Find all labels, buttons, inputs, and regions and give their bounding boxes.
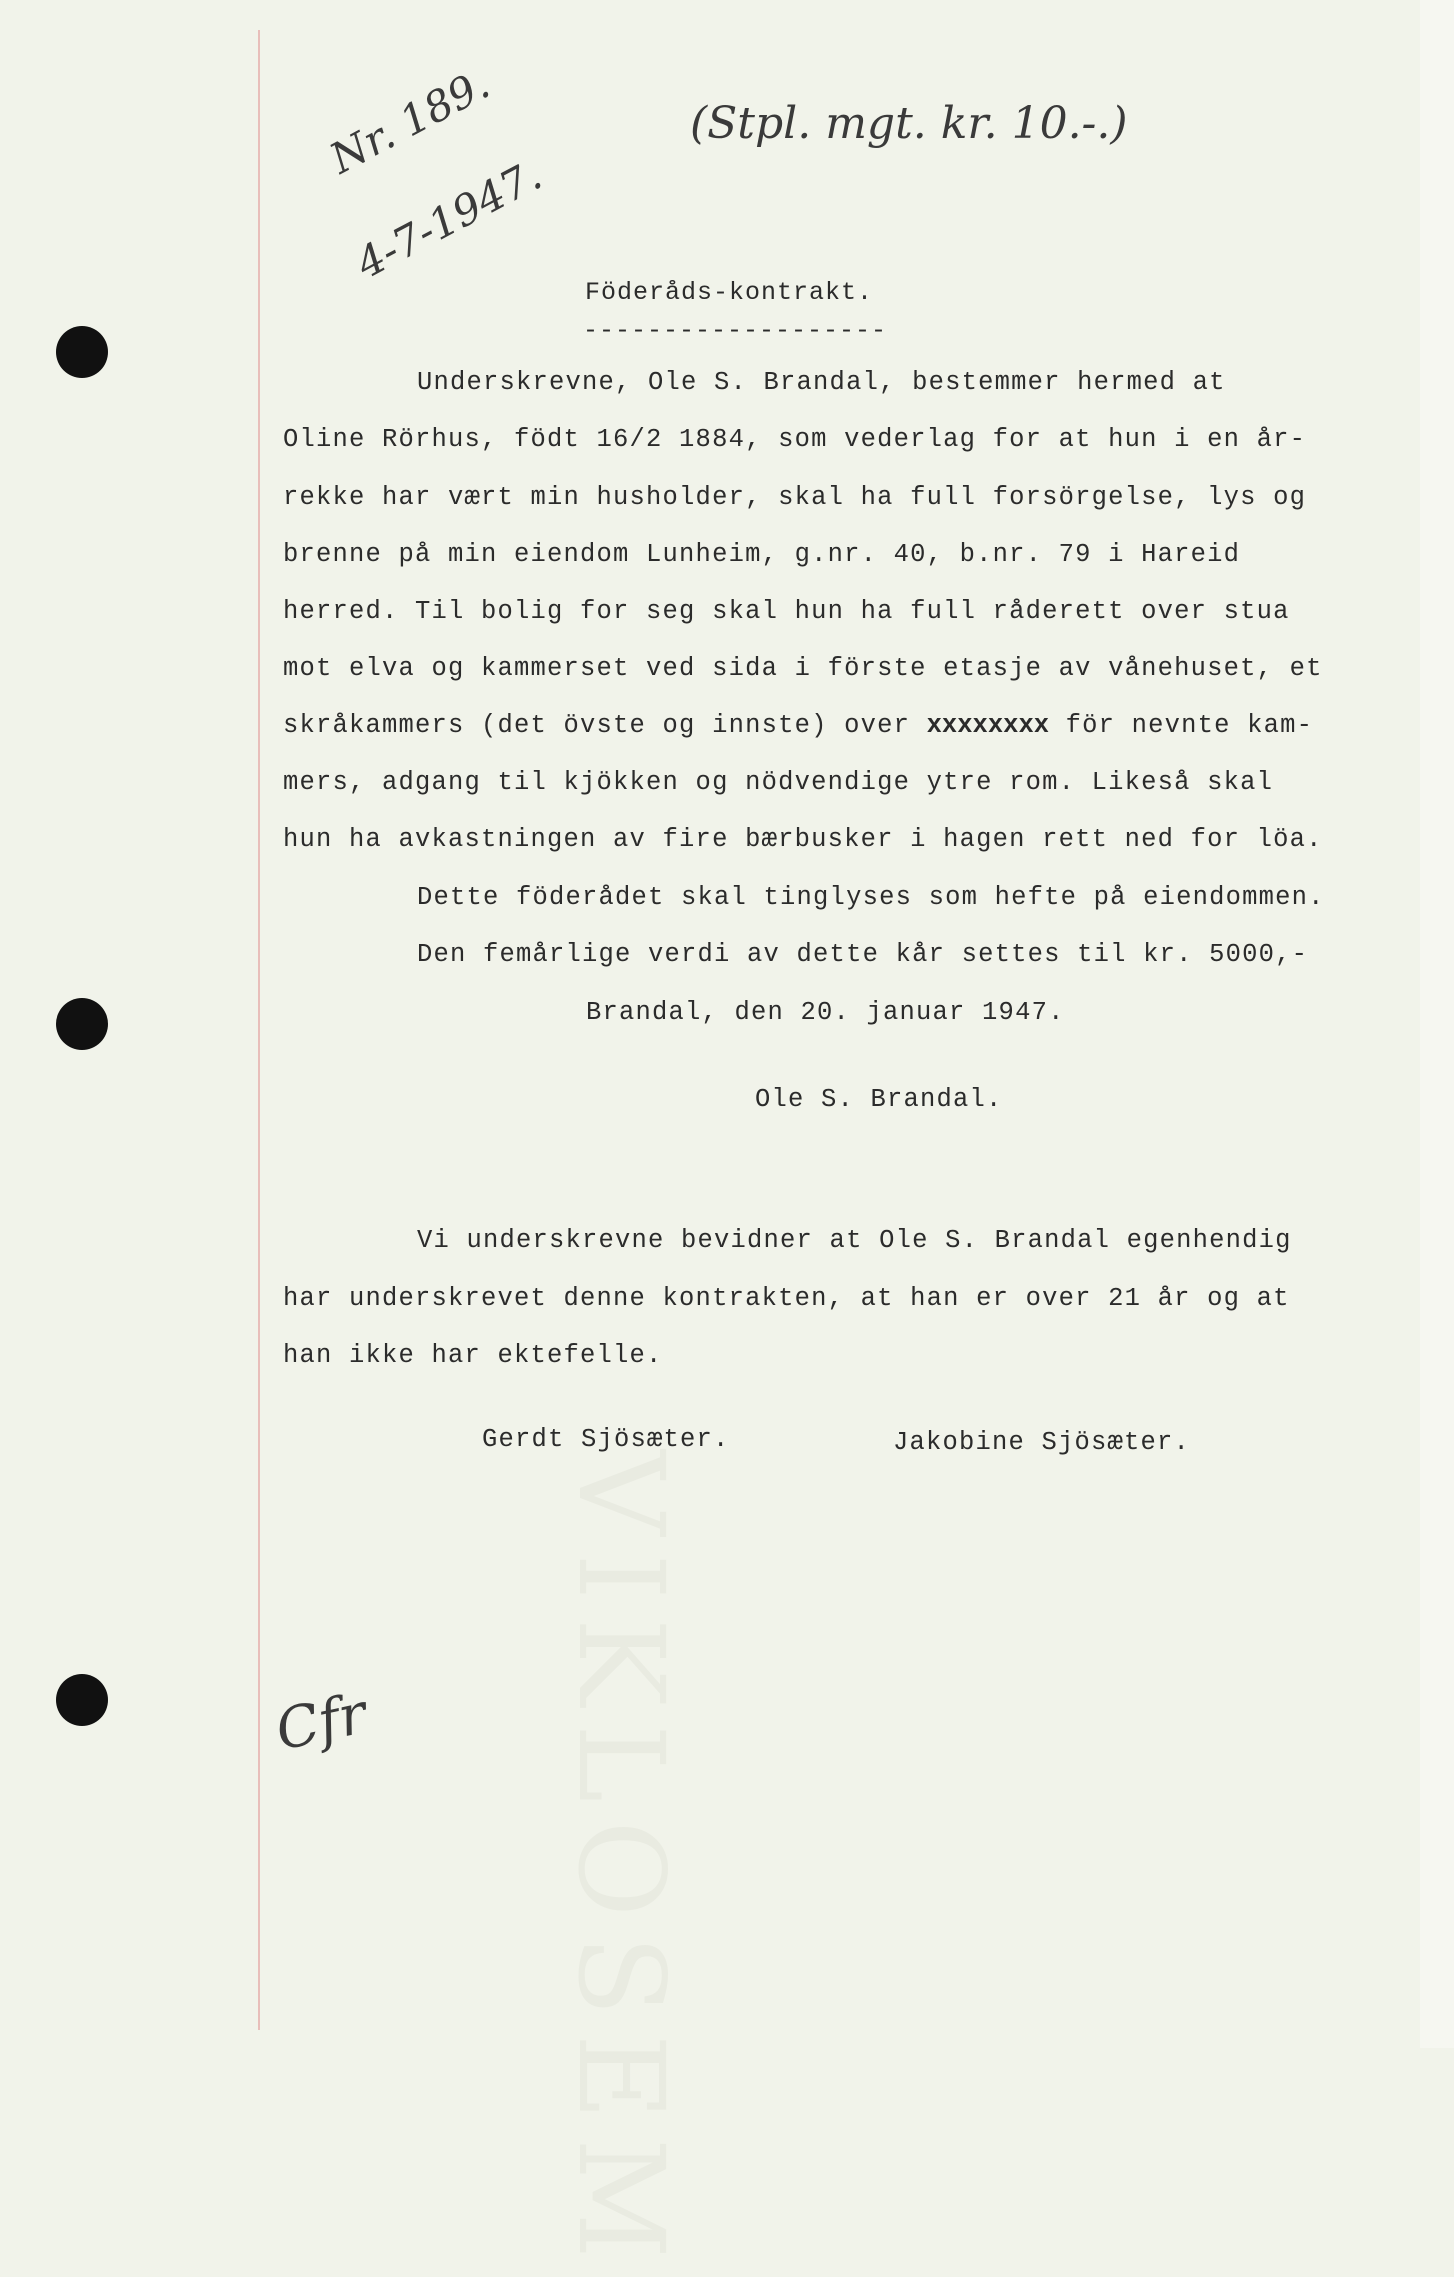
line7-end: för nevnte kam- [1065,711,1314,740]
paragraph1-line-7 [283,711,1313,740]
witness-statement-line: Vi underskrevne bevidner at Ole S. Brandal egenhendig [417,1226,1292,1255]
page-edge [1420,0,1454,2048]
line7-start: skråkammers (det övste og innste) over [283,711,911,740]
title-underline: ------------------- [583,316,888,345]
handwritten-reference: Nr. 189. [322,59,498,184]
margin-line [258,30,260,2030]
paragraph2: Dette föderådet skal tinglyses som hefte på eiendommen. [417,883,1325,912]
witness1-signature: Gerdt Sjösæter. [482,1425,730,1454]
handwritten-initials: Cfr [270,1681,373,1764]
paragraph1-line: mers, adgang til kjökken og nödvendige ytre rom. Likeså skal [283,768,1274,797]
paragraph1-line: herred. Til bolig for seg skal hun ha full råderett over stua [283,597,1290,626]
place-date: Brandal, den 20. januar 1947. [586,998,1065,1027]
paragraph3: Den femårlige verdi av dette kår settes til kr. 5000,- [417,940,1309,969]
witness-statement-line: han ikke har ektefelle. [283,1341,663,1370]
punch-hole-bottom [56,1674,108,1726]
paragraph1-line: Oline Rörhus, födt 16/2 1884, som vederlag for at hun i en år- [283,425,1307,454]
struck-out-word: xxxxxxxx [926,711,1050,740]
signature-owner: Ole S. Brandal. [755,1085,1003,1114]
paragraph1-line: hun ha avkastningen av fire bærbusker i hagen rett ned for löa. [283,825,1323,854]
paragraph1-line: brenne på min eiendom Lunheim, g.nr. 40, b.nr. 79 i Hareid [283,540,1241,569]
handwritten-date: 4-7-1947. [348,150,550,289]
paragraph1-line: Underskrevne, Ole S. Brandal, bestemmer hermed at [417,368,1226,397]
document-title: Föderåds-kontrakt. [585,278,874,307]
witness-statement-line: har underskrevet denne kontrakten, at han er over 21 år og at [283,1284,1290,1313]
paper-watermark: VIKLOSEM [552,1450,690,2277]
handwritten-stamp-note: (Stpl. mgt. kr. 10.-.) [690,98,1128,149]
witness2-signature: Jakobine Sjösæter. [893,1428,1191,1457]
punch-hole-middle [56,998,108,1050]
punch-hole-top [56,326,108,378]
paragraph1-line: mot elva og kammerset ved sida i förste etasje av vånehuset, et [283,654,1323,683]
paragraph1-line: rekke har vært min husholder, skal ha full forsörgelse, lys og [283,483,1307,512]
